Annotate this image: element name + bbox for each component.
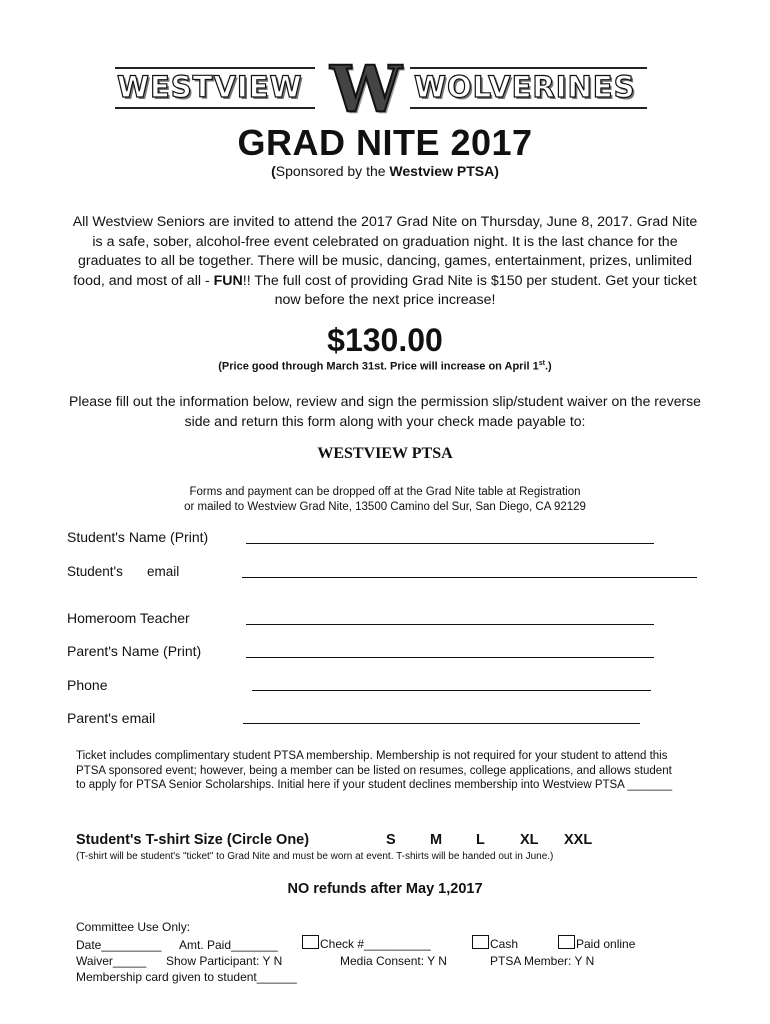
sponsor-close: ) xyxy=(494,163,499,179)
parent-email-label: Parent's email xyxy=(67,710,156,726)
price-note-sup: st xyxy=(538,360,545,367)
ticket-membership-note: Ticket includes complimentary student PTSA membership. Membership is not required for your student to attend this PTSA sponsored event; however, being a member can be listed on resumes, college applications, and allows student to apply for PTSA Senior Scholarships. Initial here if your student declines membership into Westview PTSA _______ xyxy=(76,750,673,792)
fillout-instructions: Please fill out the information below, review and sign the permission slip/student waiver on the reverse side and return this form along with your check made payable to: xyxy=(69,393,701,429)
paid-online-label: Paid online xyxy=(576,937,636,951)
logo-word-westview: WESTVIEW xyxy=(117,70,303,104)
logo-rule-bottom-right xyxy=(410,107,647,109)
sponsor-line xyxy=(0,163,770,179)
committee-paid-online[interactable] xyxy=(558,935,635,951)
sponsor-org: Westview PTSA xyxy=(389,163,495,179)
price-note-end: .) xyxy=(545,360,552,373)
homeroom-teacher-line[interactable] xyxy=(246,624,654,625)
intro-text: All Westview Seniors are invited to attend the 2017 Grad Nite on Thursday, June 8, 2017. Grad Nite is a safe, sober, alcohol-free event celebrated on graduation night. It is the last chance for the graduates to all be together. There will be music, dancing, games, entertainment, prizes, unlimited food, and most of all - xyxy=(72,214,698,289)
parent-name-line[interactable] xyxy=(246,657,654,658)
student-email-line[interactable] xyxy=(242,577,697,578)
ticket-price: $130.00 xyxy=(327,322,443,358)
tshirt-size-s[interactable]: S xyxy=(386,832,396,848)
committee-membership-card[interactable]: Membership card given to student______ xyxy=(76,970,297,984)
no-refunds-notice: NO refunds after May 1,2017 xyxy=(287,881,483,897)
tshirt-size-m[interactable]: M xyxy=(430,832,443,848)
student-name-line[interactable] xyxy=(246,543,654,544)
homeroom-teacher-label: Homeroom Teacher xyxy=(67,610,190,626)
check-checkbox[interactable] xyxy=(302,935,319,949)
dropoff-info xyxy=(0,485,770,515)
page-title: GRAD NITE 2017 xyxy=(237,122,533,163)
tshirt-size-l[interactable]: L xyxy=(476,832,485,848)
phone-label: Phone xyxy=(67,677,108,693)
committee-media-consent[interactable]: Media Consent: Y N xyxy=(340,954,447,968)
committee-ptsa-member[interactable]: PTSA Member: Y N xyxy=(490,954,595,968)
price-note xyxy=(0,360,770,373)
committee-title: Committee Use Only: xyxy=(76,920,191,934)
tshirt-size-row xyxy=(76,832,676,852)
sponsor-text: Sponsored by the xyxy=(275,163,390,179)
tshirt-size-label: Student's T-shirt Size (Circle One) xyxy=(76,832,310,848)
w-logo-icon: W xyxy=(330,52,402,127)
intro-rest: !! The full cost of providing Grad Nite is $150 per student. Get your ticket now before the next price increase! xyxy=(242,272,697,308)
student-label: Student's xyxy=(67,564,123,579)
committee-show-participant[interactable]: Show Participant: Y N xyxy=(166,954,283,968)
tshirt-size-xl[interactable]: XL xyxy=(520,832,539,848)
committee-amt-paid[interactable]: Amt. Paid_______ xyxy=(179,938,278,952)
cash-checkbox[interactable] xyxy=(472,935,489,949)
committee-date[interactable]: Date_________ xyxy=(76,938,162,952)
logo-rule-bottom-left xyxy=(115,107,315,109)
logo-rule-top-right xyxy=(410,67,647,69)
logo-rule-top-left xyxy=(115,67,315,69)
dropoff-line-1: Forms and payment can be dropped off at the Grad Nite table at Registration xyxy=(189,486,581,498)
student-email-label: email xyxy=(147,564,180,579)
intro-paragraph xyxy=(70,213,700,311)
parent-name-label: Parent's Name (Print) xyxy=(67,643,202,659)
check-label: Check #__________ xyxy=(320,937,431,951)
logo-word-wolverines: WOLVERINES xyxy=(414,70,636,104)
payee-name: WESTVIEW PTSA xyxy=(317,445,453,462)
phone-line[interactable] xyxy=(252,690,651,691)
dropoff-line-2: or mailed to Westview Grad Nite, 13500 Camino del Sur, San Diego, CA 92129 xyxy=(184,501,586,513)
committee-waiver[interactable]: Waiver_____ xyxy=(76,954,147,968)
tshirt-size-xxl[interactable]: XXL xyxy=(564,832,593,848)
tshirt-note: (T-shirt will be student's "ticket" to Grad Nite and must be worn at event. T-shirts will be handed out in June.) xyxy=(76,851,554,862)
student-name-label: Student's Name (Print) xyxy=(67,529,209,545)
committee-cash[interactable] xyxy=(472,935,518,951)
paid-online-checkbox[interactable] xyxy=(558,935,575,949)
price-note-text: (Price good through March 31st. Price will increase on April 1 xyxy=(218,360,539,373)
parent-email-line[interactable] xyxy=(243,723,640,724)
committee-check[interactable] xyxy=(302,935,431,951)
cash-label: Cash xyxy=(490,937,519,951)
sponsor-open: ( xyxy=(271,163,276,179)
intro-fun: FUN xyxy=(213,272,243,289)
